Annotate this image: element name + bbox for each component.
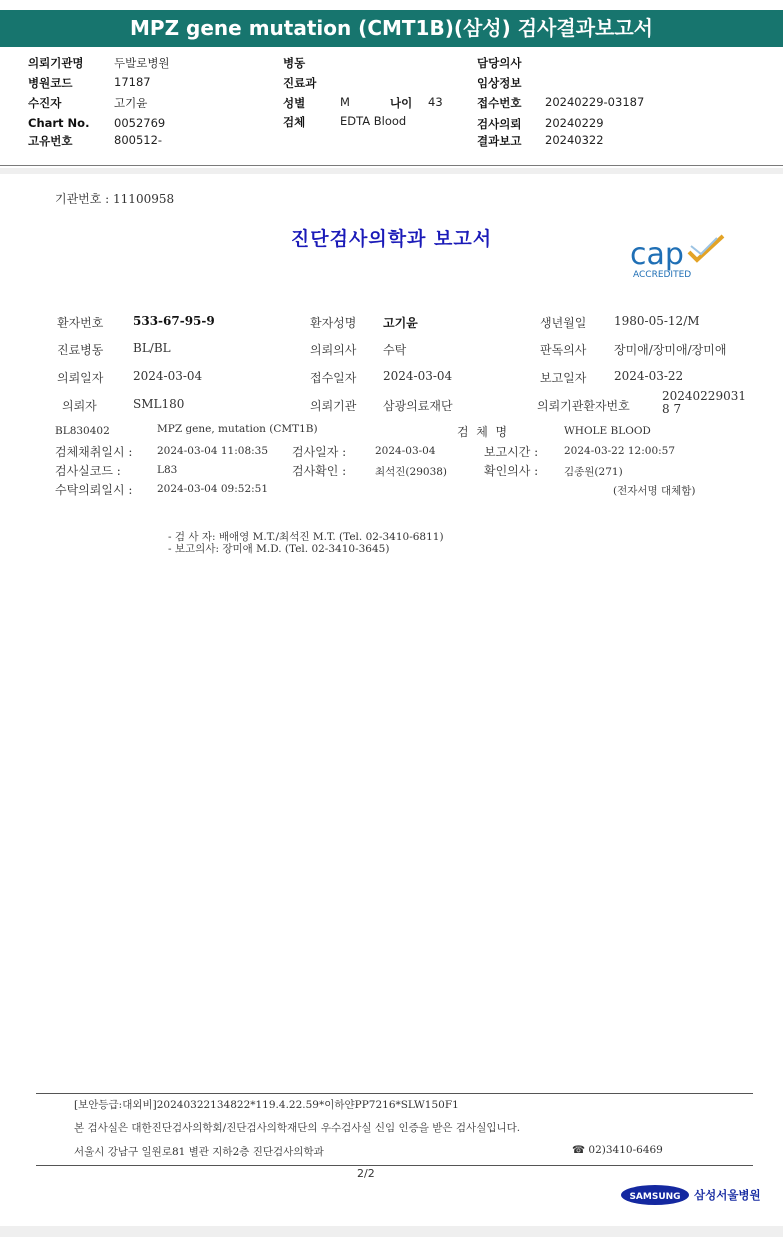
sex-value: M bbox=[340, 95, 350, 109]
reporter-line: - 보고의사: 장미애 M.D. (Tel. 02-3410-3645) bbox=[168, 543, 390, 555]
report-time-value: 2024-03-22 12:00:57 bbox=[564, 445, 676, 457]
request-date2-value: 2024-03-04 bbox=[133, 369, 203, 383]
patient-value: 고기윤 bbox=[114, 96, 148, 110]
age-label: 나이 bbox=[390, 96, 413, 110]
patient-no-label: 환자번호 bbox=[57, 316, 104, 330]
hospital-code-value: 17187 bbox=[114, 75, 151, 89]
ward-label: 병동 bbox=[283, 56, 306, 70]
clinical-info-label: 임상정보 bbox=[477, 76, 522, 90]
patient-name-value: 고기윤 bbox=[383, 316, 418, 330]
lab-code-value: L83 bbox=[157, 464, 178, 476]
specimen-name-label: 검 체 명 bbox=[457, 425, 508, 439]
test-code: BL830402 bbox=[55, 425, 110, 437]
hospital-code-label: 병원코드 bbox=[28, 76, 73, 90]
cap-accredited-text: ACCREDITED bbox=[633, 270, 692, 280]
birth-date-value: 1980-05-12/M bbox=[614, 314, 700, 328]
test-date-value: 2024-03-04 bbox=[375, 445, 436, 457]
cap-logo-text: cap bbox=[630, 237, 684, 272]
receipt-date-label: 접수일자 bbox=[310, 371, 357, 385]
result-report-value: 20240322 bbox=[545, 133, 604, 147]
requesting-institution-label: 의뢰기관 bbox=[310, 399, 357, 413]
electronic-signature-note: (전자서명 대체함) bbox=[613, 485, 696, 497]
patient-no-value: 533-67-95-9 bbox=[133, 314, 215, 328]
receipt-date-value: 2024-03-04 bbox=[383, 369, 453, 383]
unique-no-value: 800512- bbox=[114, 133, 163, 147]
clinic-ward-label: 진료병동 bbox=[57, 343, 104, 357]
unique-no-label: 고유번호 bbox=[28, 134, 73, 148]
patient-header bbox=[0, 50, 783, 168]
receipt-no-label: 접수번호 bbox=[477, 96, 522, 110]
requesting-doctor-label: 의뢰의사 bbox=[310, 343, 357, 357]
request-date-label: 검사의뢰 bbox=[477, 117, 522, 131]
confirm-doctor-label: 확인의사 : bbox=[484, 464, 539, 478]
institution-number: 기관번호 : 11100958 bbox=[55, 192, 175, 206]
requesting-institution-value: 삼광의료재단 bbox=[383, 399, 453, 413]
specimen-value: EDTA Blood bbox=[340, 114, 407, 128]
test-confirm-value: 최석진(29038) bbox=[375, 466, 448, 478]
attending-label: 담당의사 bbox=[477, 56, 522, 70]
result-report-label: 결과보고 bbox=[477, 134, 522, 148]
test-name: MPZ gene, mutation (CMT1B) bbox=[157, 423, 318, 435]
security-line: [보안등급:대외비]20240322134822*119.4.22.59*이하얀PP7216*SLW150F1 bbox=[74, 1099, 459, 1111]
requester-value: SML180 bbox=[133, 397, 185, 411]
institution-patient-no-label: 의뢰기관환자번호 bbox=[537, 399, 630, 413]
reading-doctor-label: 판독의사 bbox=[540, 343, 587, 357]
receipt-no-value: 20240229-03187 bbox=[545, 95, 645, 109]
birth-date-label: 생년월일 bbox=[540, 316, 587, 330]
header-divider bbox=[0, 165, 783, 166]
samsung-hospital-name: 삼성서울병원 bbox=[694, 1188, 761, 1202]
request-date-value: 20240229 bbox=[545, 116, 604, 130]
dept-label: 진료과 bbox=[283, 76, 317, 90]
report-title: 진단검사의학과 보고서 bbox=[290, 228, 493, 250]
specimen-label: 검체 bbox=[283, 115, 306, 129]
test-date-label: 검사일자 : bbox=[292, 445, 347, 459]
requesting-doctor-value: 수탁 bbox=[383, 343, 407, 357]
confirm-doctor-value: 김종원(271) bbox=[564, 466, 623, 478]
collection-time-value: 2024-03-04 11:08:35 bbox=[157, 445, 269, 457]
address-line: 서울시 강남구 일원로81 별관 지하2층 진단검사의학과 bbox=[74, 1146, 324, 1158]
page-number: 2/2 bbox=[357, 1167, 375, 1180]
request-date2-label: 의뢰일자 bbox=[57, 371, 104, 385]
test-confirm-label: 검사확인 : bbox=[292, 464, 347, 478]
lab-report bbox=[0, 174, 783, 1234]
age-value: 43 bbox=[428, 95, 443, 109]
requester-label: 의뢰자 bbox=[62, 399, 97, 413]
report-time-label: 보고시간 : bbox=[484, 445, 539, 459]
sex-label: 성별 bbox=[283, 96, 306, 110]
cap-accredited-logo bbox=[627, 232, 727, 282]
clinic-ward-value: BL/BL bbox=[133, 341, 171, 355]
document-title: MPZ gene mutation (CMT1B)(삼성) 검사결과보고서 bbox=[0, 10, 783, 47]
institution-label: 의뢰기관명 bbox=[28, 56, 84, 70]
bottom-shade bbox=[0, 1226, 783, 1237]
footer-divider-bottom bbox=[36, 1165, 753, 1166]
report-date-label: 보고일자 bbox=[540, 371, 587, 385]
phone-line: ☎ 02)3410-6469 bbox=[572, 1144, 663, 1156]
tester-line: - 검 사 자: 배애영 M.T./최석진 M.T. (Tel. 02-3410-6811) bbox=[168, 531, 444, 543]
chart-no-label: Chart No. bbox=[28, 116, 90, 130]
consign-time-value: 2024-03-04 09:52:51 bbox=[157, 483, 269, 495]
institution-value: 두발로병원 bbox=[114, 56, 170, 70]
reading-doctor-value: 장미애/장미애/장미애 bbox=[614, 343, 727, 357]
footer-divider-top bbox=[36, 1093, 753, 1094]
samsung-logo bbox=[620, 1184, 690, 1206]
samsung-logo-text: SAMSUNG bbox=[629, 1192, 681, 1202]
lab-code-label: 검사실코드 : bbox=[55, 464, 121, 478]
consign-time-label: 수탁의뢰일시 : bbox=[55, 483, 133, 497]
patient-label: 수진자 bbox=[28, 96, 62, 110]
report-date-value: 2024-03-22 bbox=[614, 369, 684, 383]
certification-line: 본 검사실은 대한진단검사의학회/진단검사의학재단의 우수검사실 신임 인증을 받은 검사실입니다. bbox=[74, 1122, 521, 1134]
institution-patient-no-value: 202402290318 7 bbox=[662, 389, 746, 416]
chart-no-value: 0052769 bbox=[114, 116, 166, 130]
specimen-name-value: WHOLE BLOOD bbox=[564, 425, 651, 437]
patient-name-label: 환자성명 bbox=[310, 316, 357, 330]
collection-time-label: 검체채취일시 : bbox=[55, 445, 133, 459]
